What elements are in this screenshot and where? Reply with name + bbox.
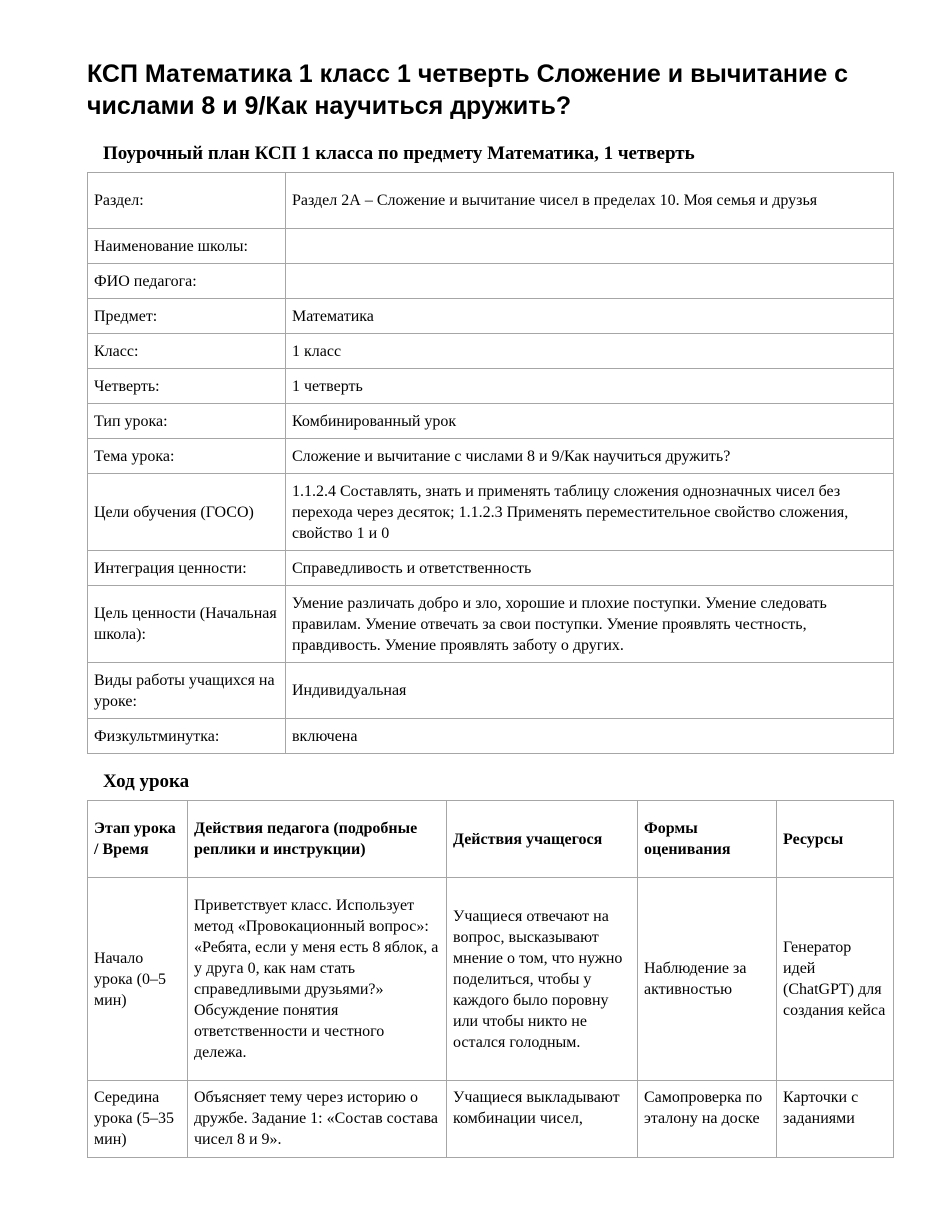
info-value: Сложение и вычитание с числами 8 и 9/Как научиться дружить? bbox=[286, 439, 894, 474]
info-value: Умение различать добро и зло, хорошие и плохие поступки. Умение следовать правилам. Умение отвечать за свои поступки. Умение проявлять честность, правдивость. Умение проявлять заботу о других. bbox=[286, 586, 894, 663]
header-student-actions: Действия учащегося bbox=[447, 801, 638, 878]
info-value: Индивидуальная bbox=[286, 663, 894, 719]
info-label: Тема урока: bbox=[88, 439, 286, 474]
info-row-school bbox=[88, 229, 894, 264]
info-row-value-goal bbox=[88, 586, 894, 663]
flow-teacher: Приветствует класс. Использует метод «Провокационный вопрос»: «Ребята, если у меня есть 8 яблок, а у друга 0, как нам стать справедливыми друзьями?» Обсуждение понятия ответственности и честного дележа. bbox=[188, 878, 447, 1081]
info-label: Физкультминутка: bbox=[88, 719, 286, 754]
info-row-lesson-type bbox=[88, 404, 894, 439]
info-row-objectives bbox=[88, 474, 894, 551]
flow-teacher: Объясняет тему через историю о дружбе. Задание 1: «Состав состава чисел 8 и 9». bbox=[188, 1081, 447, 1158]
info-label: Цель ценности (Начальная школа): bbox=[88, 586, 286, 663]
info-label: Наименование школы: bbox=[88, 229, 286, 264]
flow-header-row bbox=[88, 801, 894, 878]
info-value: Справедливость и ответственность bbox=[286, 551, 894, 586]
info-label: Предмет: bbox=[88, 299, 286, 334]
flow-stage: Начало урока (0–5 мин) bbox=[88, 878, 188, 1081]
info-row-section bbox=[88, 173, 894, 229]
info-value bbox=[286, 229, 894, 264]
info-value: включена bbox=[286, 719, 894, 754]
flow-student: Учащиеся отвечают на вопрос, высказывают мнение о том, что нужно поделиться, чтобы у каждого было поровну или чтобы никто не остался голодным. bbox=[447, 878, 638, 1081]
flow-assessment: Наблюдение за активностью bbox=[638, 878, 777, 1081]
info-value: Комбинированный урок bbox=[286, 404, 894, 439]
info-row-work-types bbox=[88, 663, 894, 719]
document-page bbox=[87, 58, 893, 1158]
header-assessment: Формы оценивания bbox=[638, 801, 777, 878]
info-row-value-integration bbox=[88, 551, 894, 586]
plan-heading: Поурочный план КСП 1 класса по предмету Математика, 1 четверть bbox=[103, 143, 695, 164]
flow-student: Учащиеся выкладывают комбинации чисел, bbox=[447, 1081, 638, 1158]
info-label: Класс: bbox=[88, 334, 286, 369]
flow-row-middle bbox=[88, 1081, 894, 1158]
flow-stage: Середина урока (5–35 мин) bbox=[88, 1081, 188, 1158]
info-row-physical-break bbox=[88, 719, 894, 754]
header-teacher-actions: Действия педагога (подробные реплики и инструкции) bbox=[188, 801, 447, 878]
flow-resources: Карточки с заданиями bbox=[777, 1081, 894, 1158]
info-value: Раздел 2А – Сложение и вычитание чисел в пределах 10. Моя семья и друзья bbox=[286, 173, 894, 229]
header-resources: Ресурсы bbox=[777, 801, 894, 878]
info-label: Цели обучения (ГОСО) bbox=[88, 474, 286, 551]
info-row-topic bbox=[88, 439, 894, 474]
info-value: 1.1.2.4 Составлять, знать и применять таблицу сложения однозначных чисел без перехода через десяток; 1.1.2.3 Применять переместительное свойство сложения, свойство 1 и 0 bbox=[286, 474, 894, 551]
flow-assessment: Самопроверка по эталону на доске bbox=[638, 1081, 777, 1158]
info-label: Раздел: bbox=[88, 173, 286, 229]
lesson-info-table bbox=[87, 172, 894, 754]
info-row-quarter bbox=[88, 369, 894, 404]
info-label: Виды работы учащихся на уроке: bbox=[88, 663, 286, 719]
info-label: ФИО педагога: bbox=[88, 264, 286, 299]
flow-row-beginning bbox=[88, 878, 894, 1081]
info-label: Четверть: bbox=[88, 369, 286, 404]
flow-resources: Генератор идей (ChatGPT) для создания кейса bbox=[777, 878, 894, 1081]
info-value: 1 класс bbox=[286, 334, 894, 369]
flow-heading: Ход урока bbox=[103, 771, 190, 792]
info-value bbox=[286, 264, 894, 299]
info-label: Тип урока: bbox=[88, 404, 286, 439]
info-row-subject bbox=[88, 299, 894, 334]
info-value: Математика bbox=[286, 299, 894, 334]
info-row-teacher bbox=[88, 264, 894, 299]
header-stage: Этап урока / Время bbox=[88, 801, 188, 878]
lesson-flow-table bbox=[87, 800, 894, 1158]
document-title: КСП Математика 1 класс 1 четверть Сложение и вычитание с числами 8 и 9/Как научиться дружить? bbox=[87, 60, 849, 120]
info-row-grade bbox=[88, 334, 894, 369]
info-value: 1 четверть bbox=[286, 369, 894, 404]
info-label: Интеграция ценности: bbox=[88, 551, 286, 586]
